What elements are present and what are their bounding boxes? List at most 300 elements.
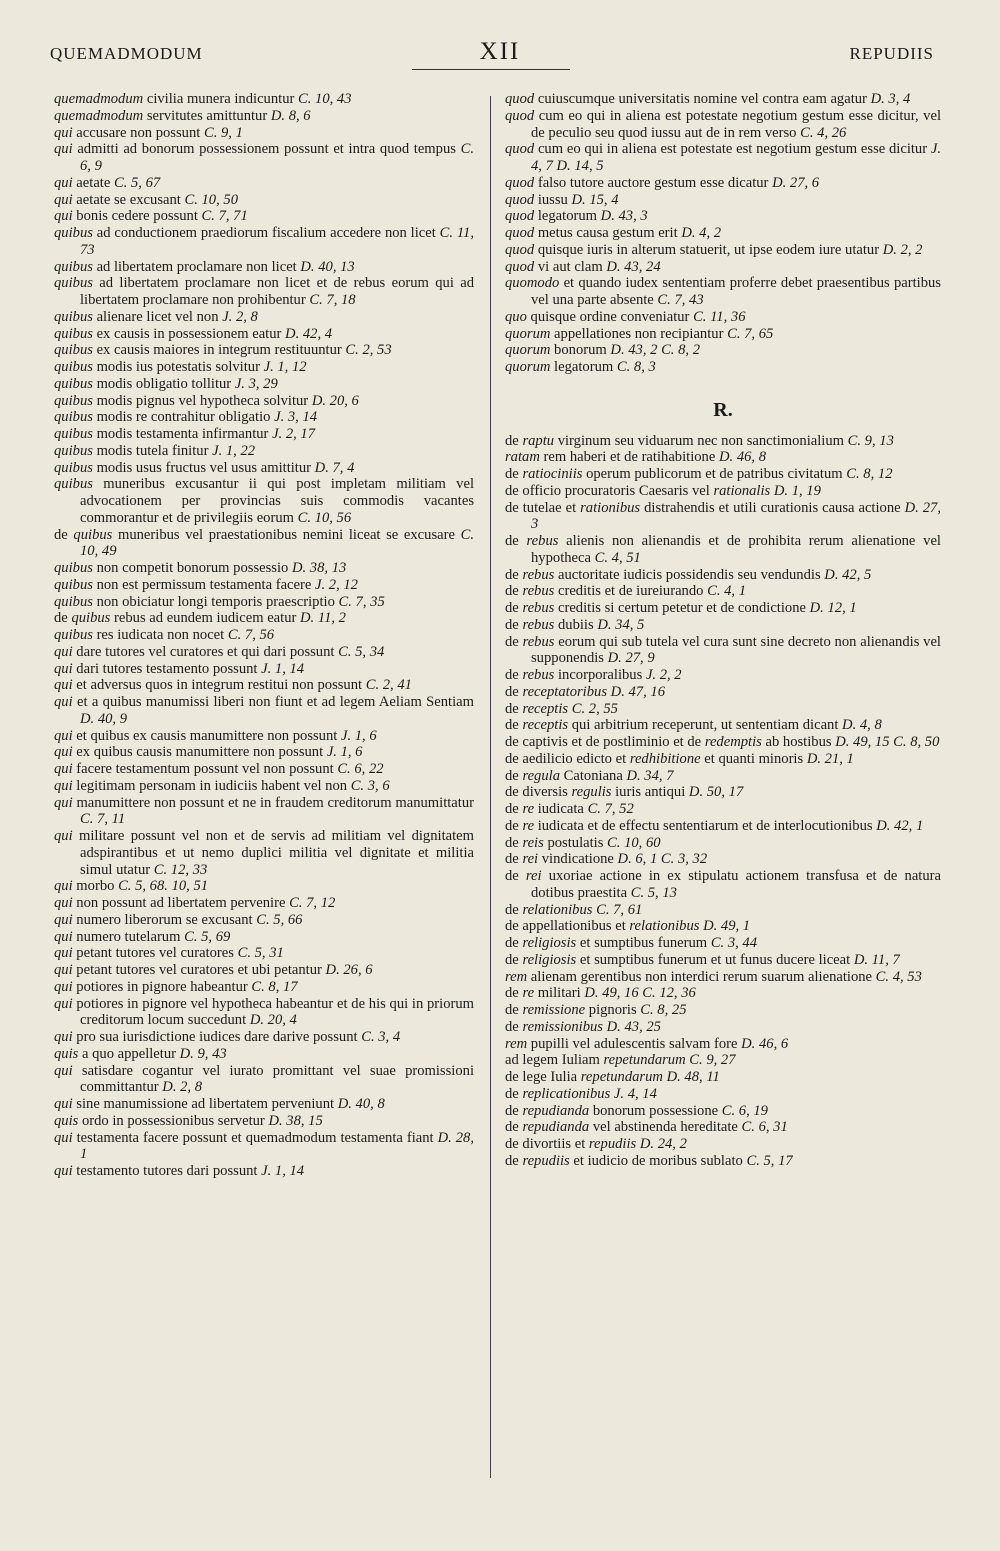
entry-text: modis tutela finitur	[92, 442, 213, 459]
index-entry	[54, 644, 474, 661]
index-entry	[54, 828, 474, 878]
index-entry	[505, 667, 941, 684]
index-entry	[505, 768, 941, 785]
entry-keyword: relationibus	[629, 918, 700, 935]
entry-text: et quando iudex sententiam proferre debet praesentibus partibus vel una parte absente	[531, 275, 941, 308]
entry-reference: D. 34, 5	[597, 616, 645, 633]
entry-text: non est permissum testamenta facere	[92, 576, 315, 593]
entry-reference: J. 2, 2	[645, 667, 682, 683]
entry-keyword: quod	[505, 241, 535, 258]
entry-keyword: ratiociniis	[522, 466, 583, 482]
index-entry	[505, 342, 941, 359]
entry-reference: C. 5, 66	[256, 911, 303, 928]
entry-text: potiores in pignore habeantur	[72, 978, 252, 995]
entry-text: sine manumissione ad libertatem perveniunt	[72, 1096, 338, 1112]
entry-reference: C. 6, 19	[721, 1102, 768, 1119]
entry-text: potiores in pignore vel hypotheca habeantur et de his qui in priorum creditorum locum succedunt	[72, 995, 474, 1029]
entry-reference: D. 27, 9	[607, 650, 655, 667]
entry-keyword: quibus	[71, 610, 111, 627]
entry-reference: D. 28, 1	[80, 1129, 474, 1163]
entry-keyword: rebus	[522, 583, 555, 600]
entry-text: uxoriae actione in ex stipulatu actionem transfusa et de natura dotibus praestita	[531, 868, 941, 901]
index-entry	[54, 108, 474, 125]
running-head-right: REPUDIIS	[849, 44, 934, 63]
entry-reference: D. 43, 3	[600, 208, 648, 225]
entry-reference: C. 8, 12	[846, 466, 893, 482]
entry-text: vel abstinenda hereditate	[589, 1119, 742, 1136]
entry-keyword: qui	[54, 744, 73, 761]
entry-keyword: quod	[505, 208, 535, 225]
index-entry	[54, 895, 474, 912]
entry-reference: D. 47, 16	[610, 683, 665, 700]
index-entry	[54, 912, 474, 929]
entry-text: de	[505, 717, 523, 734]
entry-text: bonorum	[550, 342, 611, 359]
entry-reference: C. 5, 17	[746, 1152, 793, 1169]
index-entry	[54, 996, 474, 1030]
entry-reference: D. 15, 4	[571, 191, 619, 208]
entry-text: res iudicata non nocet	[92, 627, 228, 643]
entry-reference: C. 7, 12	[289, 895, 336, 911]
entry-text: cum eo qui in aliena est potestate est negotium gestum esse dicitur	[534, 141, 931, 158]
entry-reference: D. 49, 1	[703, 918, 751, 935]
entry-text: creditis et de iureiurando	[554, 583, 708, 600]
entry-keyword: qui	[54, 174, 73, 191]
entry-text: et adversus quos in integrum restitui non possunt	[72, 677, 366, 694]
entry-text: de	[505, 935, 523, 951]
entry-text: testamento tutores dari possunt	[72, 1163, 262, 1179]
page-number: XII	[479, 38, 521, 65]
index-entry	[505, 935, 941, 952]
entry-reference: C. 10, 60	[607, 834, 661, 851]
index-entry	[505, 208, 941, 225]
entry-text: numero liberorum se excusant	[72, 911, 257, 928]
index-entry	[505, 1103, 941, 1120]
entry-text: morbo	[72, 878, 119, 895]
entry-text: de	[505, 633, 523, 650]
entry-keyword: qui	[54, 1062, 73, 1079]
entry-text: bonorum possessione	[589, 1102, 722, 1119]
entry-text: Catoniana	[560, 767, 627, 784]
entry-keyword: quibus	[54, 359, 93, 375]
index-entry	[54, 577, 474, 594]
entry-keyword: repetundarum	[603, 1052, 686, 1069]
entry-keyword: qui	[54, 978, 73, 995]
entry-keyword: quemadmodum	[54, 91, 144, 107]
entry-text: de	[505, 767, 523, 784]
entry-reference: C. 7, 35	[338, 593, 385, 610]
entry-text: de	[505, 583, 523, 600]
entry-text: appellationes non recipiantur	[550, 325, 728, 342]
entry-text: pupilli vel adulescentis salvam fore	[527, 1035, 742, 1052]
entry-text: modis obligatio tollitur	[92, 375, 235, 392]
entry-keyword: receptis	[522, 717, 569, 734]
entry-text: cuiuscumque universitatis nomine vel contra eam agatur	[534, 91, 871, 107]
entry-text: alienis non alienandis et de prohibita rerum alienatione vel hypotheca	[531, 533, 941, 566]
index-entry	[505, 902, 941, 919]
column-divider	[490, 96, 491, 1478]
index-entry	[54, 309, 474, 326]
index-entry	[505, 483, 941, 500]
entry-keyword: rationalis	[713, 482, 771, 499]
index-entry	[505, 617, 941, 634]
entry-keyword: quorum	[505, 342, 551, 359]
entry-keyword: quibus	[54, 258, 93, 275]
index-entry	[505, 784, 941, 801]
entry-text: militare possunt vel non et de servis ad militiam vel dignitatem adspirantibus et ut nemo duplici militia vel dignitate et militia simul utatur	[72, 828, 474, 878]
entry-text: civilia munera indicuntur	[143, 91, 298, 107]
index-entry	[54, 342, 474, 359]
entry-reference: D. 1, 19	[773, 482, 821, 499]
entry-reference: D. 26, 6	[325, 962, 373, 978]
entry-reference: D. 7, 4	[314, 459, 355, 476]
index-entry	[505, 108, 941, 142]
entry-reference: C. 5, 34	[338, 643, 385, 660]
entry-reference: C. 7, 65	[727, 325, 774, 342]
entry-text: modis re contrahitur obligatio	[92, 409, 275, 426]
entry-keyword: rebus	[526, 533, 559, 549]
entry-reference: J. 2, 17	[272, 426, 316, 442]
entry-keyword: qui	[54, 1096, 73, 1112]
index-entry	[505, 225, 941, 242]
entry-text: cum eo qui in aliena est potestate negotium gestum esse dicitur, vel de peculio seu quod iussu aut de in rem verso	[531, 107, 941, 141]
entry-text: de	[505, 600, 523, 616]
entry-reference: C. 9, 27	[689, 1052, 736, 1069]
entry-text: petant tutores vel curatores et ubi petantur	[72, 962, 326, 978]
entry-reference: D. 40, 13	[300, 258, 355, 275]
entry-text: modis testamenta infirmantur	[92, 426, 273, 442]
entry-text: de divortiis et	[505, 1136, 589, 1152]
entry-keyword: qui	[54, 761, 73, 777]
entry-reference: D. 4, 2	[681, 225, 722, 241]
entry-reference: D. 9, 43	[179, 1045, 227, 1062]
index-entry	[54, 1163, 474, 1180]
entry-reference: J. 3, 14	[274, 409, 318, 426]
entry-reference: D. 42, 4	[285, 325, 333, 342]
index-entry	[54, 208, 474, 225]
entry-keyword: qui	[54, 945, 73, 962]
index-entry	[54, 91, 474, 108]
index-entry	[54, 778, 474, 795]
entry-keyword: quis	[54, 1045, 79, 1062]
index-entry	[54, 125, 474, 142]
entry-reference: C. 7, 11	[80, 811, 126, 828]
index-entry	[54, 795, 474, 829]
entry-keyword: quo	[505, 308, 527, 325]
index-entry	[54, 476, 474, 526]
entry-text: operum publicorum et de patribus civitatum	[582, 466, 847, 482]
entry-reference: C. 8, 3	[616, 359, 656, 375]
entry-keyword: quibus	[54, 476, 93, 493]
entry-text: ad libertatem proclamare non licet et de rebus eorum qui ad libertatem proclamare non prohibentur	[80, 275, 474, 308]
entry-keyword: ratam	[505, 449, 540, 466]
entry-keyword: quibus	[54, 275, 93, 292]
index-entry	[505, 449, 941, 466]
entry-keyword: qui	[54, 895, 73, 911]
entry-text: de	[505, 1102, 523, 1119]
entry-reference: C. 11, 73	[80, 225, 474, 258]
entry-keyword: quod	[505, 225, 535, 241]
entry-keyword: quibus	[54, 459, 93, 476]
entry-text: et a quibus manumissi liberi non fiunt et ad legem Aeliam Sentiam	[72, 694, 474, 710]
entry-reference: C. 3, 44	[710, 935, 758, 951]
index-entry	[505, 259, 941, 276]
entry-text: de	[505, 817, 523, 834]
index-entry	[505, 1002, 941, 1019]
entry-reference: D. 4, 8	[842, 717, 882, 734]
entry-keyword: quorum	[505, 325, 551, 342]
entry-reference: J. 1, 14	[261, 1163, 305, 1179]
entry-keyword: redemptis	[704, 734, 762, 750]
entry-reference: C. 10, 43	[298, 91, 352, 107]
index-entry	[54, 1096, 474, 1113]
entry-keyword: qui	[54, 777, 73, 794]
entry-keyword: qui	[54, 694, 73, 710]
index-entry	[54, 326, 474, 343]
entry-text: legitimam personam in iudiciis habent vel non	[72, 777, 351, 794]
entry-keyword: quod	[505, 141, 535, 158]
q-entries	[505, 91, 941, 376]
entry-reference: C. 10, 56	[297, 509, 352, 526]
index-entry	[505, 1086, 941, 1103]
entry-text: de diversis	[505, 784, 572, 801]
index-entry	[505, 634, 941, 668]
index-entry	[505, 1069, 941, 1086]
running-head-left: QUEMADMODUM	[50, 44, 203, 63]
index-entry	[54, 661, 474, 678]
entry-text: de	[505, 683, 523, 700]
entry-reference: J. 1, 6	[326, 744, 363, 761]
entry-text: dare tutores vel curatores et qui dari possunt	[72, 643, 339, 660]
entry-text: ad conductionem praediorum fiscalium accedere non licet	[92, 225, 440, 241]
entry-reference: D. 6, 1 C. 3, 32	[617, 851, 708, 868]
entry-reference: D. 2, 8	[162, 1079, 203, 1096]
entry-text: dari tutores testamento possunt	[72, 660, 262, 677]
entry-keyword: quibus	[73, 526, 113, 543]
index-entry	[54, 610, 474, 627]
entry-reference: D. 21, 1	[806, 750, 854, 767]
index-entry	[505, 969, 941, 986]
entry-reference: D. 27, 3	[531, 499, 941, 533]
entry-text: iuris antiqui	[611, 784, 689, 801]
entry-text: vindicatione	[538, 851, 618, 868]
index-entry	[505, 684, 941, 701]
index-entry	[54, 443, 474, 460]
entry-reference: D. 20, 6	[311, 392, 359, 409]
entry-text: de	[505, 700, 523, 717]
entry-text: et sumptibus funerum	[576, 935, 711, 951]
index-entry	[505, 567, 941, 584]
entry-reference: C. 4, 53	[875, 968, 922, 985]
index-entry	[54, 376, 474, 393]
entry-keyword: repudiis	[522, 1152, 570, 1169]
entry-keyword: qui	[54, 727, 73, 744]
index-entry	[505, 952, 941, 969]
entry-reference: D. 40, 9	[80, 710, 128, 727]
entry-reference: D. 38, 13	[291, 560, 347, 576]
index-entry	[505, 918, 941, 935]
entry-keyword: repudianda	[522, 1119, 590, 1136]
entry-reference: J. 2, 8	[222, 308, 258, 325]
entry-keyword: qui	[54, 191, 73, 208]
entry-keyword: rebus	[522, 667, 555, 683]
index-entry	[505, 141, 941, 175]
entry-text: eorum qui sub tutela vel cura sunt sine decreto non alienandis vel supponendis	[531, 633, 941, 667]
entry-reference: J. 4, 7 D. 14, 5	[531, 141, 941, 174]
entry-reference: D. 2, 2	[882, 241, 923, 258]
entry-reference: C. 12, 33	[153, 861, 208, 878]
index-entry	[505, 1136, 941, 1153]
index-entry	[54, 761, 474, 778]
index-entry	[54, 744, 474, 761]
entry-keyword: qui	[54, 208, 73, 225]
entry-text: auctoritate iudicis possidendis seu vendundis	[554, 566, 825, 583]
section-letter: R.	[713, 398, 733, 421]
index-entry	[54, 962, 474, 979]
entry-reference: C. 8, 25	[640, 1002, 687, 1018]
entry-keyword: qui	[54, 794, 73, 811]
entry-keyword: reis	[522, 834, 544, 851]
index-entry	[54, 728, 474, 745]
entry-text: ad legem Iuliam	[505, 1052, 604, 1069]
index-entry	[505, 851, 941, 868]
entry-keyword: rationibus	[580, 499, 641, 516]
entry-keyword: qui	[54, 1029, 73, 1045]
index-entry	[54, 1029, 474, 1046]
entry-text: non obiciatur longi temporis praescriptio	[92, 593, 339, 610]
entry-keyword: quibus	[54, 627, 93, 643]
entry-text: de	[505, 834, 523, 851]
entry-text: de	[505, 1152, 523, 1169]
entry-text: ex causis in possessionem eatur	[92, 325, 286, 342]
entry-reference: C. 11, 36	[693, 308, 746, 325]
index-entry	[505, 326, 941, 343]
entry-text: iudicata et de effectu sententiarum et de interlocutionibus	[534, 817, 877, 834]
entry-text: non possunt ad libertatem pervenire	[72, 895, 290, 911]
index-entry	[54, 945, 474, 962]
index-entry	[505, 1019, 941, 1036]
entry-reference: C. 8, 17	[251, 978, 298, 995]
entry-text: distrahendis et utili curationis causa actione	[640, 499, 905, 516]
entry-reference: C. 7, 71	[201, 208, 248, 225]
entry-keyword: qui	[54, 995, 73, 1012]
index-entry	[54, 694, 474, 728]
entry-keyword: qui	[54, 1163, 73, 1179]
entry-keyword: receptatoribus	[522, 683, 608, 700]
entry-text: muneribus excusantur ii qui post impletam militiam vel advocationem per provincias suis commodis vacantes commorantur et de privilegiis eorum	[80, 476, 474, 526]
entry-keyword: qui	[54, 643, 73, 660]
index-entry	[54, 878, 474, 895]
entry-reference: J. 1, 6	[340, 727, 377, 744]
entry-text: alienam gerentibus non interdici rerum suarum alienatione	[527, 968, 876, 985]
entry-text: de	[505, 951, 523, 968]
index-entry	[54, 1063, 474, 1097]
entry-reference: D. 11, 7	[853, 951, 900, 968]
entry-reference: J. 1, 12	[263, 359, 307, 375]
entry-keyword: quis	[54, 1112, 79, 1129]
r-entries	[505, 433, 941, 1170]
entry-reference: D. 48, 11	[666, 1069, 720, 1085]
entry-keyword: quibus	[54, 342, 93, 359]
entry-keyword: quibus	[54, 375, 93, 392]
entry-reference: C. 7, 52	[587, 801, 634, 817]
entry-reference: D. 46, 6	[741, 1035, 789, 1052]
entry-text: et quanti minoris	[700, 750, 807, 767]
entry-text: de aedilicio edicto et	[505, 750, 630, 767]
entry-reference: C. 3, 4	[361, 1029, 401, 1045]
entry-reference: J. 1, 22	[212, 442, 256, 459]
entry-text: de	[505, 1002, 523, 1018]
entry-text: ex quibus causis manumittere non possunt	[72, 744, 327, 761]
entry-text: et sumptibus funerum et ut funus ducere liceat	[576, 951, 854, 968]
entry-keyword: qui	[54, 660, 73, 677]
entry-reference: D. 40, 8	[337, 1096, 385, 1112]
entry-text: petant tutores vel curatores	[72, 945, 238, 962]
entry-text: falso tutore auctore gestum esse dicatur	[534, 174, 773, 191]
entry-keyword: remissione	[522, 1002, 586, 1018]
index-entry	[505, 818, 941, 835]
entry-keyword: qui	[54, 962, 73, 978]
entry-keyword: quibus	[54, 593, 93, 610]
entry-keyword: regulis	[571, 784, 612, 801]
entry-text: muneribus vel praestationibus nemini liceat se excusare	[112, 526, 461, 543]
entry-keyword: quibus	[54, 426, 93, 442]
entry-reference: C. 5, 67	[113, 174, 161, 191]
index-entry	[54, 175, 474, 192]
entry-text: dubiis	[554, 616, 598, 633]
entry-text: et quibus ex causis manumittere non possunt	[72, 727, 341, 744]
entry-text: facere testamentum possunt vel non possunt	[72, 761, 338, 777]
entry-keyword: rei	[522, 851, 539, 868]
entry-reference: D. 3, 4	[870, 91, 911, 107]
entry-keyword: quibus	[54, 225, 93, 241]
entry-text: legatorum	[550, 359, 617, 375]
entry-text: ex causis maiores in integrum restituuntur	[92, 342, 346, 359]
entry-keyword: quod	[505, 107, 535, 124]
entry-keyword: qui	[54, 1129, 73, 1146]
entry-text: de	[505, 667, 523, 683]
entry-text: alienare licet vel non	[92, 308, 223, 325]
entry-text: modis usus fructus vel usus amittitur	[92, 459, 315, 476]
entry-reference: D. 43, 2 C. 8, 2	[610, 342, 700, 359]
entry-reference: C. 7, 43	[657, 292, 704, 308]
entry-reference: D. 8, 6	[270, 107, 311, 124]
index-entry	[54, 460, 474, 477]
entry-text: numero tutelarum	[72, 928, 185, 945]
entry-reference: D. 34, 7	[626, 767, 674, 784]
entry-text: de	[505, 985, 523, 1002]
entry-reference: C. 5, 31	[237, 945, 284, 962]
index-entry	[505, 500, 941, 534]
entry-text: pro sua iurisdictione iudices dare darive possunt	[72, 1029, 362, 1045]
entry-text: ad libertatem proclamare non licet	[92, 258, 301, 275]
index-entry	[54, 225, 474, 259]
index-entry	[54, 979, 474, 996]
entry-keyword: quemadmodum	[54, 107, 144, 124]
index-entry	[54, 426, 474, 443]
entry-keyword: quibus	[54, 392, 93, 409]
entry-keyword: remissionibus	[522, 1018, 603, 1035]
entry-text: de captivis et de postliminio et de	[505, 734, 705, 750]
entry-keyword: religiosis	[522, 951, 577, 968]
entry-text: de	[505, 533, 527, 549]
entry-reference: D. 20, 4	[249, 1012, 297, 1029]
entry-reference: C. 2, 41	[365, 677, 412, 694]
entry-keyword: quod	[505, 191, 535, 208]
index-entry	[505, 868, 941, 902]
entry-reference: C. 10, 50	[184, 191, 238, 208]
entry-keyword: quibus	[54, 560, 93, 576]
